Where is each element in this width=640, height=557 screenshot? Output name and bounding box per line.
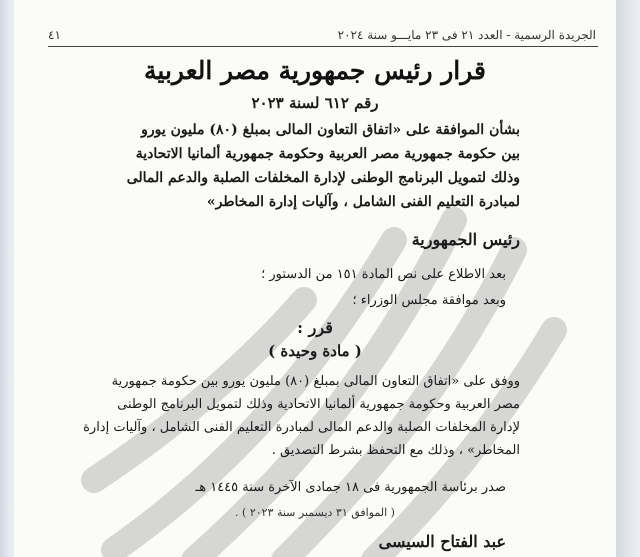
article-body — [50, 370, 520, 462]
decree-title: قرار رئيس جمهورية مصر العربية — [144, 56, 486, 85]
preamble — [261, 262, 506, 314]
viewer-edge — [0, 0, 10, 557]
page-number: ٤١ — [48, 28, 61, 42]
preamble-line: بعد الاطلاع على نص المادة ١٥١ من الدستور ؛ — [261, 267, 506, 282]
decided-heading: قرر : — [297, 318, 333, 337]
article-line: لإدارة المخلفات الصلبة والدعم المالى لمبادرة التعليم الفنى الشامل ، وآليات إدارة — [83, 420, 520, 435]
gregorian-date: ( الموافق ٣١ ديسمبر سنة ٢٠٢٣ ) . — [235, 506, 395, 519]
subject-line: بين حكومة جمهورية مصر العربية وحكومة جمهورية ألمانيا الاتحادية — [135, 146, 520, 162]
signature-name: عبد الفتاح السيسى — [378, 532, 506, 551]
document-page — [14, 0, 616, 557]
article-line: ووفق على «اتفاق التعاون المالى بمبلغ (٨٠) مليون يورو بين حكومة جمهورية — [111, 374, 520, 389]
subject-line: بشأن الموافقة على «اتفاق التعاون المالى بمبلغ (٨٠) مليون يورو — [141, 122, 520, 138]
subject-line: وذلك لتمويل البرنامج الوطنى لإدارة المخلفات الصلبة والدعم المالى — [126, 170, 520, 186]
decree-subject — [50, 118, 520, 214]
decree-number: رقم ٦١٢ لسنة ٢٠٢٣ — [251, 94, 379, 112]
preamble-line: وبعد موافقة مجلس الوزراء ؛ — [352, 293, 506, 308]
page-header — [48, 24, 596, 46]
single-article-heading: ( مادة وحيدة ) — [268, 342, 362, 360]
header-divider — [48, 46, 598, 47]
issued-date: صدر برئاسة الجمهورية فى ١٨ جمادى الآخرة سنة ١٤٤٥ هـ — [195, 480, 506, 495]
article-line: مصر العربية وحكومة جمهورية ألمانيا الاتحادية وذلك لتمويل البرنامج الوطنى — [117, 397, 520, 412]
article-line: المخاطر» ، وذلك مع التحفظ بشرط التصديق . — [271, 443, 520, 458]
viewer-edge — [616, 0, 640, 557]
president-heading: رئيس الجمهورية — [411, 230, 520, 249]
gazette-info: الجريدة الرسمية - العدد ٢١ فى ٢٣ مايـــو سنة ٢٠٢٤ — [337, 28, 596, 42]
subject-line: لمبادرة التعليم الفنى الشامل ، وآليات إدارة المخاطر» — [206, 194, 520, 210]
